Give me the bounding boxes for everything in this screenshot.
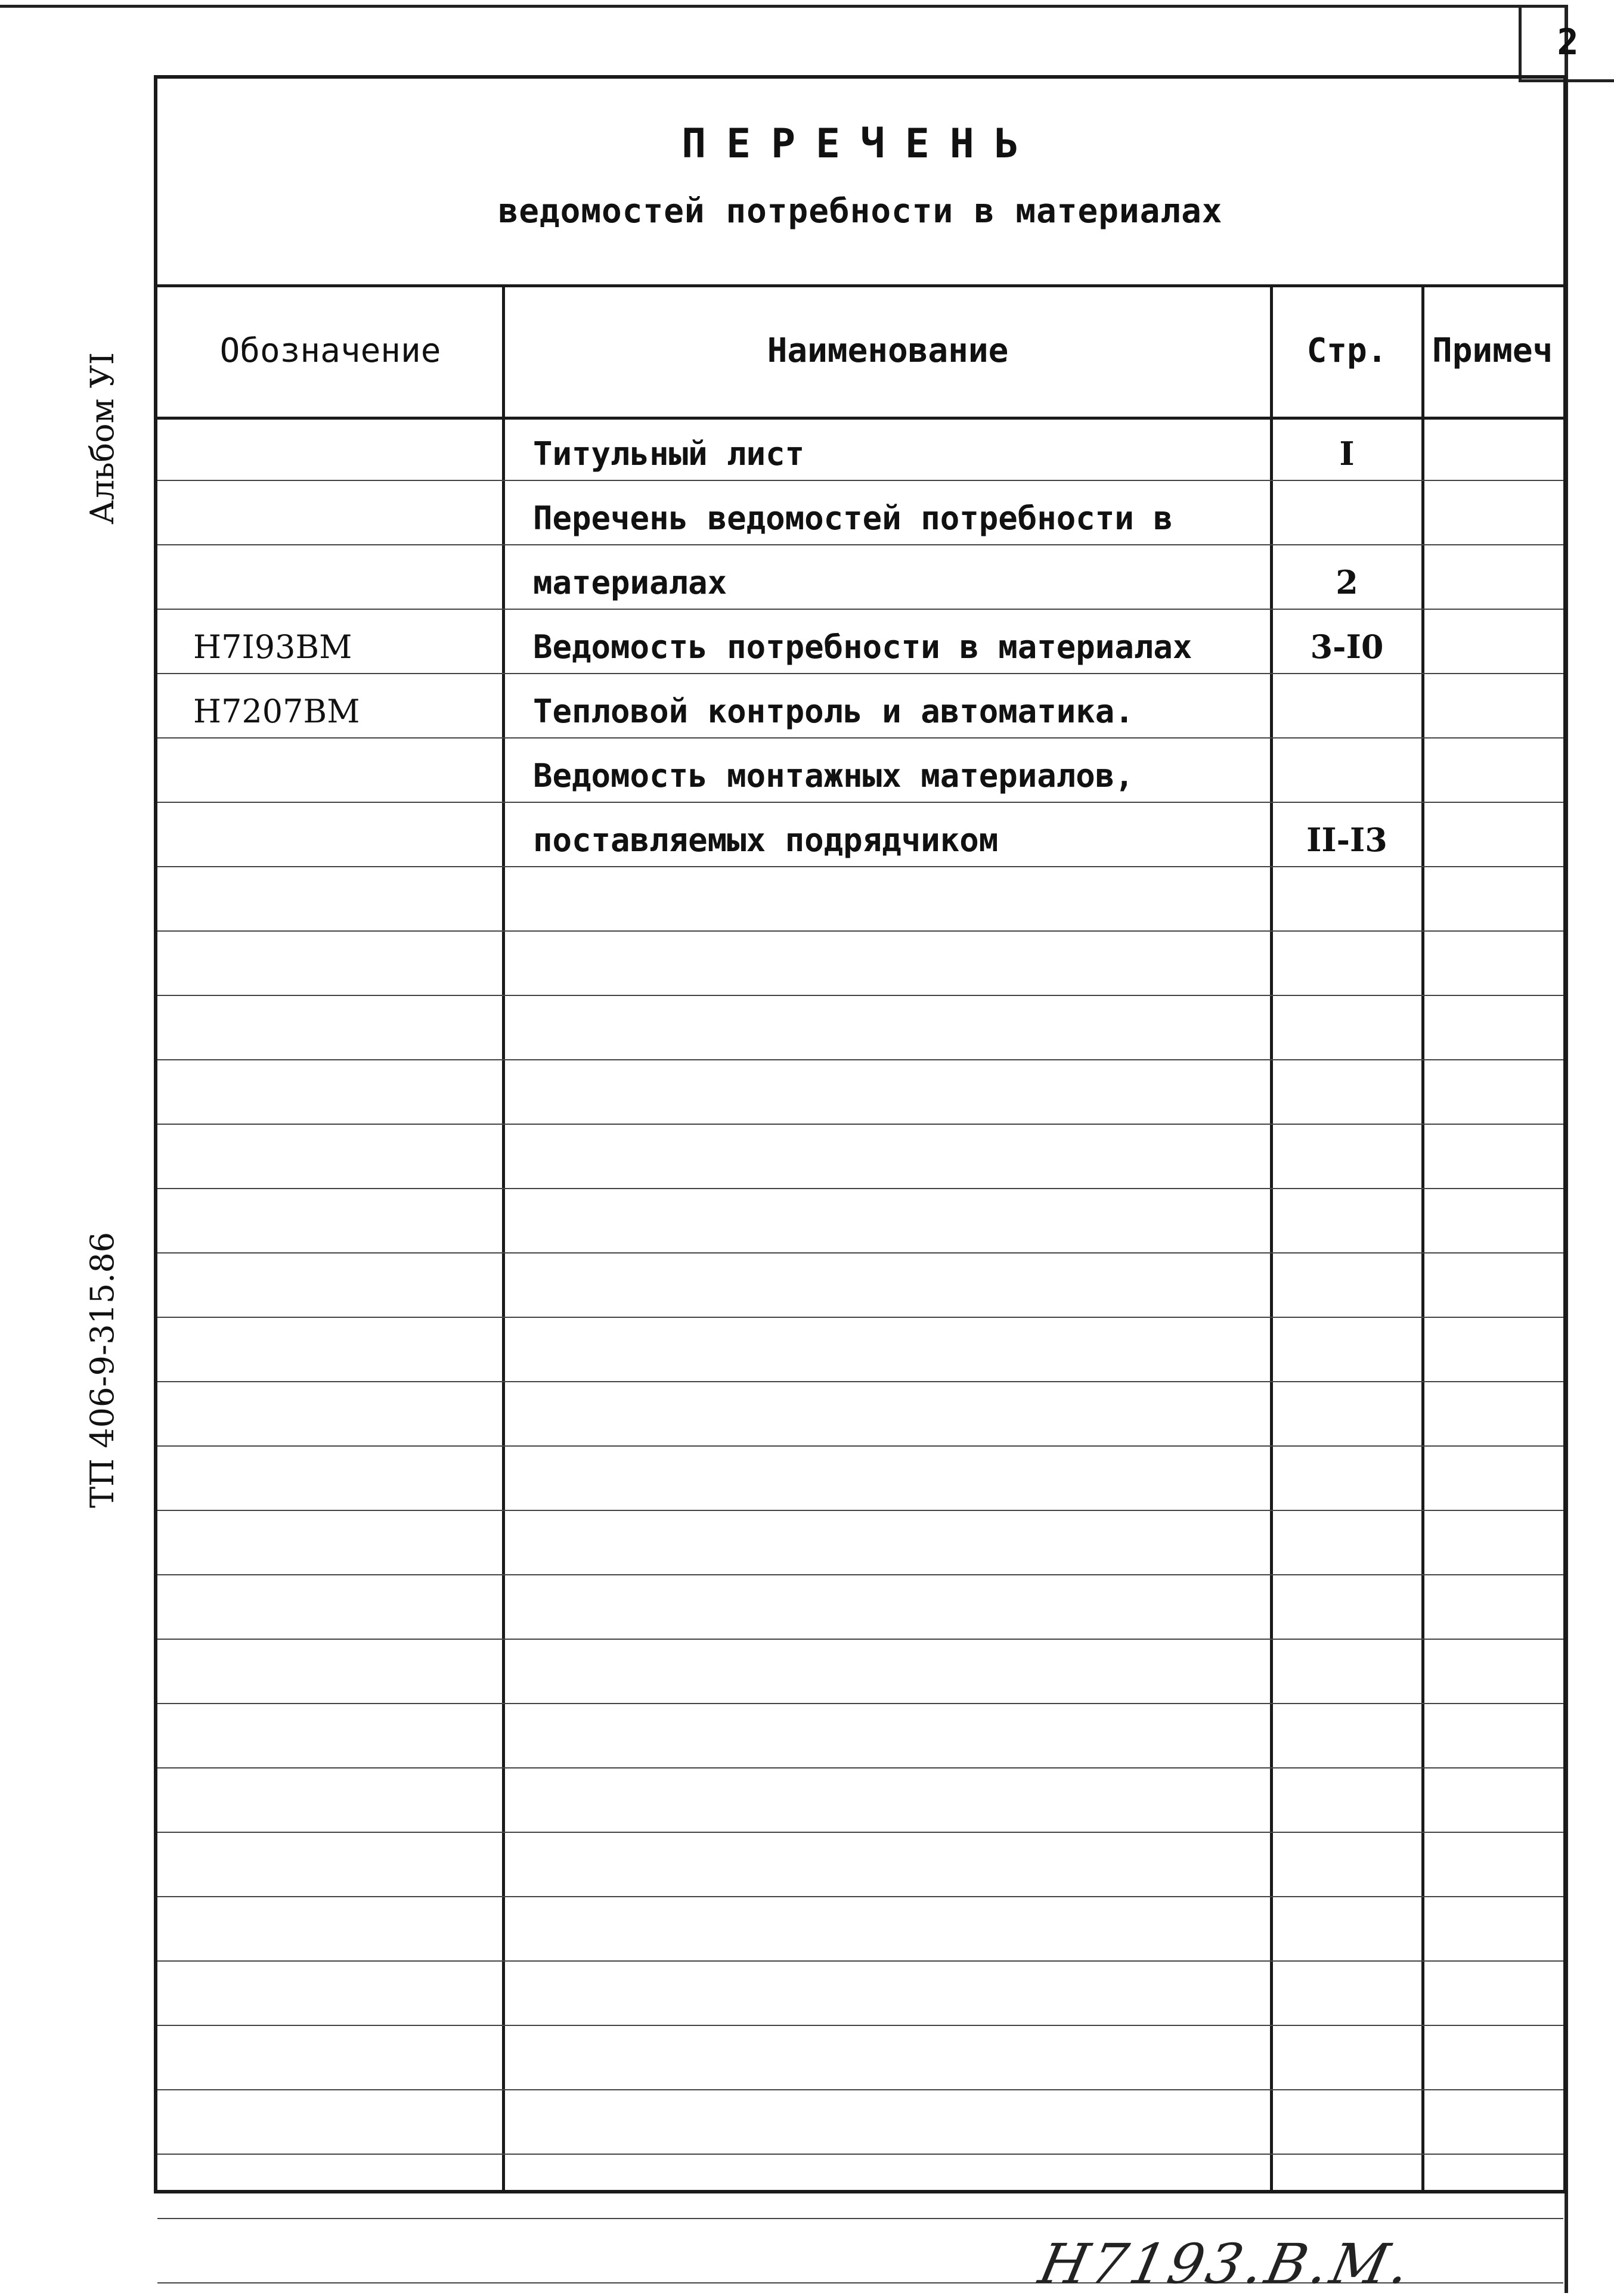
table-row: [157, 610, 1563, 674]
table-row: [157, 1318, 1563, 1382]
row-page: [1272, 996, 1421, 1059]
row-note: [1421, 417, 1565, 480]
table-row: [157, 1640, 1563, 1704]
table-row: [157, 996, 1563, 1060]
row-note: [1421, 1575, 1565, 1639]
row-code: [163, 1833, 497, 1896]
row-note: [1421, 739, 1565, 802]
row-note: [1421, 1125, 1565, 1188]
table-row: [157, 674, 1563, 739]
table-row: [157, 1511, 1563, 1575]
row-code: [163, 1768, 497, 1832]
row-code: [163, 1575, 497, 1639]
row-page: [1272, 1833, 1421, 1896]
page-title: ПЕРЕЧЕНЬ: [681, 120, 1039, 167]
row-note: [1421, 545, 1565, 609]
row-name: [515, 2026, 1272, 2089]
document-sheet: [154, 75, 1567, 2193]
row-code: [163, 1189, 497, 1252]
row-code: Н7I93ВМ: [193, 628, 352, 666]
row-page: [1272, 932, 1421, 995]
row-name: [515, 1897, 1272, 1960]
row-name: [515, 1575, 1272, 1639]
table-row: [157, 1704, 1563, 1768]
table-row: [157, 2026, 1563, 2090]
handwritten-note: Н7193.В.М.: [1033, 2232, 1420, 2296]
row-name: [515, 932, 1272, 995]
row-code: [163, 932, 497, 995]
table-row: [157, 1768, 1563, 1833]
row-code: [163, 1060, 497, 1124]
row-page: II-I3: [1306, 821, 1387, 859]
row-name: Перечень ведомостей потребности в: [533, 499, 1173, 537]
row-note: [1421, 1768, 1565, 1832]
row-name: [515, 1125, 1272, 1188]
row-page: [1272, 1575, 1421, 1639]
row-note: [1421, 867, 1565, 930]
row-page: [1272, 1447, 1421, 1510]
table-row: [157, 1060, 1563, 1125]
row-note: [1421, 2090, 1565, 2154]
row-name: [515, 1254, 1272, 1317]
page-subtitle: ведомостей потребности в материалах: [498, 192, 1223, 231]
row-name: [515, 2155, 1272, 2218]
table-row: [157, 1447, 1563, 1511]
row-note: [1421, 803, 1565, 866]
row-page: [1272, 1060, 1421, 1124]
row-code: [163, 2026, 497, 2089]
row-note: [1421, 1254, 1565, 1317]
row-code: [163, 1382, 497, 1445]
row-code: [163, 2155, 497, 2218]
row-note: [1421, 481, 1565, 544]
row-name: [515, 1768, 1272, 1832]
table-row: [157, 932, 1563, 996]
row-note: [1421, 1962, 1565, 2025]
row-name: Ведомость монтажных материалов,: [533, 757, 1134, 795]
row-name: [515, 867, 1272, 930]
row-page: 2: [1336, 563, 1358, 601]
row-code: [163, 1962, 497, 2025]
row-name: Ведомость потребности в материалах: [533, 628, 1192, 666]
row-code: Н7207ВМ: [193, 693, 360, 730]
row-code: [163, 1704, 497, 1767]
row-note: [1421, 1382, 1565, 1445]
row-code: [163, 1897, 497, 1960]
row-page: [1272, 867, 1421, 930]
table-row: [157, 803, 1563, 867]
row-page: [1272, 2090, 1421, 2154]
table-row: [157, 1254, 1563, 1318]
table-row: [157, 1833, 1563, 1897]
row-code: [163, 1447, 497, 1510]
row-page: [1272, 1768, 1421, 1832]
row-page: [1272, 1897, 1421, 1960]
row-name: [515, 1060, 1272, 1124]
row-name: Титульный лист: [533, 435, 805, 473]
header-note: Примеч: [1432, 331, 1553, 370]
project-code-label: ТП 406-9-315.86: [83, 1231, 121, 1508]
row-note: [1421, 1833, 1565, 1896]
table-row: [157, 481, 1563, 545]
row-note: [1421, 1447, 1565, 1510]
row-note: [1421, 2026, 1565, 2089]
row-name: [515, 1447, 1272, 1510]
row-code: [163, 481, 497, 544]
row-name: [515, 1704, 1272, 1767]
row-page: [1272, 1382, 1421, 1445]
row-name: [515, 1640, 1272, 1703]
row-page: [1272, 1125, 1421, 1188]
row-code: [163, 1125, 497, 1188]
row-note: [1421, 932, 1565, 995]
row-page: [1272, 1189, 1421, 1252]
row-name: [515, 1962, 1272, 2025]
row-code: [163, 739, 497, 802]
table-row: [157, 1962, 1563, 2026]
album-label: Альбом УI: [83, 352, 121, 525]
table-row: [157, 739, 1563, 803]
table-row: [157, 1575, 1563, 1640]
row-name: поставляемых подрядчиком: [533, 821, 999, 859]
row-code: [163, 1254, 497, 1317]
row-page: [1272, 2155, 1421, 2218]
title-block: [157, 79, 1563, 287]
row-name: [515, 1511, 1272, 1574]
row-code: [163, 545, 497, 609]
row-page: [1272, 1704, 1421, 1767]
table-row: [157, 2155, 1563, 2219]
row-page: [1272, 739, 1421, 802]
row-code: [163, 417, 497, 480]
row-page: [1272, 1318, 1421, 1381]
table-row: [157, 2090, 1563, 2155]
row-page: [1272, 1254, 1421, 1317]
row-note: [1421, 1511, 1565, 1574]
row-name: [515, 1189, 1272, 1252]
table-row: [157, 1189, 1563, 1254]
table-row: [157, 545, 1563, 610]
table-row: [157, 1897, 1563, 1962]
row-name: [515, 1318, 1272, 1381]
row-page: [1272, 481, 1421, 544]
row-name: [515, 1382, 1272, 1445]
table-row: [157, 417, 1563, 481]
table-row: [157, 1125, 1563, 1189]
row-code: [163, 1318, 497, 1381]
table-row: [157, 867, 1563, 932]
row-note: [1421, 1060, 1565, 1124]
row-note: [1421, 2219, 1565, 2282]
row-code: [163, 867, 497, 930]
row-code: [163, 2090, 497, 2154]
row-name: Тепловой контроль и автоматика.: [533, 693, 1134, 730]
row-note: [1421, 1318, 1565, 1381]
row-note: [1421, 2155, 1565, 2218]
header-name: Наименование: [767, 331, 1009, 370]
row-page: [1272, 674, 1421, 737]
row-note: [1421, 996, 1565, 1059]
row-note: [1421, 1189, 1565, 1252]
row-code: [163, 996, 497, 1059]
row-note: [1421, 1704, 1565, 1767]
table-body: [157, 417, 1563, 2190]
row-note: [1421, 610, 1565, 673]
row-page: I: [1339, 435, 1355, 473]
row-note: [1421, 1897, 1565, 1960]
table-header: [157, 284, 1563, 420]
row-code: [163, 803, 497, 866]
row-code: [163, 1640, 497, 1703]
row-name: [515, 2090, 1272, 2154]
row-page: [1272, 1640, 1421, 1703]
header-page: Стр.: [1306, 331, 1387, 370]
row-page: [1272, 1962, 1421, 2025]
row-page: [1272, 1511, 1421, 1574]
row-note: [1421, 674, 1565, 737]
header-code: Обозначение: [219, 331, 441, 370]
row-name: материалах: [533, 564, 727, 601]
row-note: [1421, 1640, 1565, 1703]
table-row: [157, 1382, 1563, 1447]
row-code: [163, 1511, 497, 1574]
page-number: 2: [1519, 5, 1614, 82]
row-page: 3-I0: [1310, 628, 1384, 666]
row-name: [515, 996, 1272, 1059]
row-page: [1272, 2026, 1421, 2089]
row-code: [163, 2219, 497, 2282]
row-name: [515, 1833, 1272, 1896]
